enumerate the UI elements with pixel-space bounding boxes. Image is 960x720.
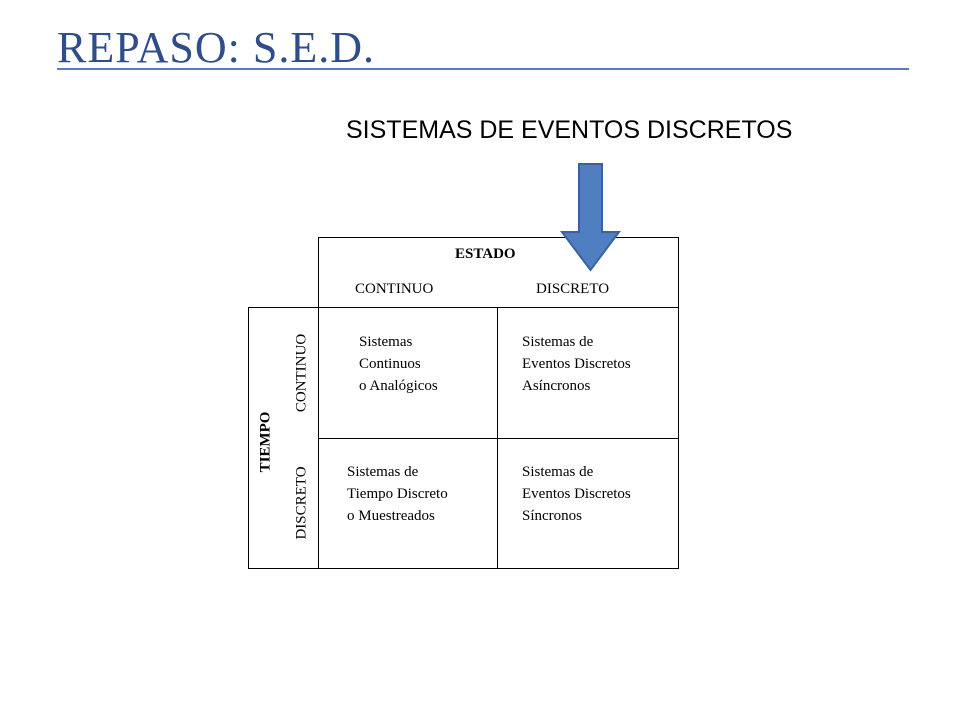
down-arrow-shape	[562, 164, 619, 270]
cell-line: o Analógicos	[359, 378, 438, 394]
cell-line: Asíncronos	[522, 378, 591, 394]
cell-text-async-discrete-event-systems	[522, 331, 631, 397]
cell-line: Síncronos	[522, 508, 582, 524]
cell-line: o Muestreados	[347, 508, 435, 524]
cell-line: Sistemas de	[347, 464, 419, 480]
cell-line: Sistemas de	[522, 464, 594, 480]
down-arrow-icon	[560, 162, 624, 274]
slide-title: REPASO: S.E.D.	[57, 23, 376, 72]
title-underline	[57, 68, 909, 70]
cell-text-continuous-systems	[359, 331, 438, 397]
cell-text-sync-discrete-event-systems	[522, 461, 631, 527]
estado-header-label: ESTADO	[455, 246, 516, 262]
cell-line: Eventos Discretos	[522, 356, 631, 372]
cell-line: Tiempo Discreto	[347, 486, 448, 502]
cell-line: Eventos Discretos	[522, 486, 631, 502]
estado-discreto-label: DISCRETO	[536, 281, 610, 297]
cell-line: Continuos	[359, 356, 421, 372]
diagram-subtitle: SISTEMAS DE EVENTOS DISCRETOS	[346, 116, 793, 144]
cell-text-discrete-time-systems	[347, 461, 448, 527]
tiempo-side-label: TIEMPO	[257, 411, 274, 473]
tiempo-discreto-label: DISCRETO	[293, 466, 310, 540]
cell-line: Sistemas de	[522, 334, 594, 350]
estado-continuo-label: CONTINUO	[355, 281, 434, 297]
tiempo-continuo-label: CONTINUO	[293, 333, 310, 413]
cell-line: Sistemas	[359, 334, 413, 350]
